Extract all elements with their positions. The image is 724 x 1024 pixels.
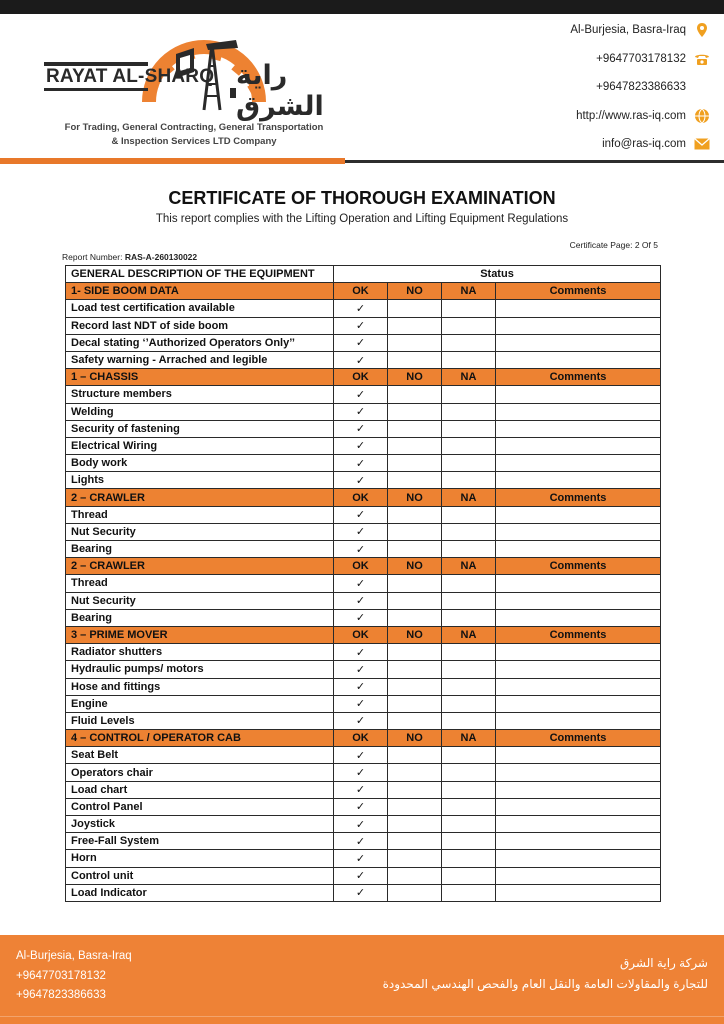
na-cell <box>442 300 496 317</box>
col-comments-header: Comments <box>496 558 661 575</box>
na-cell <box>442 712 496 729</box>
col-ok-header: OK <box>334 730 388 747</box>
location-pin-icon <box>694 22 710 38</box>
comments-cell <box>496 334 661 351</box>
na-cell <box>442 334 496 351</box>
no-cell <box>388 437 442 454</box>
col-comments-header: Comments <box>496 730 661 747</box>
comments-cell <box>496 541 661 558</box>
no-cell <box>388 816 442 833</box>
table-row <box>66 506 661 523</box>
no-cell <box>388 523 442 540</box>
comments-cell <box>496 403 661 420</box>
comments-cell <box>496 317 661 334</box>
ok-checkmark-icon: ✓ <box>334 764 388 781</box>
no-cell <box>388 455 442 472</box>
comments-cell <box>496 781 661 798</box>
footer-address: Al-Burjesia, Basra-Iraq <box>16 950 132 962</box>
section-title: 2 – CRAWLER <box>66 489 334 506</box>
na-cell <box>442 541 496 558</box>
top-dark-bar <box>0 0 724 14</box>
item-label: Control unit <box>66 867 334 884</box>
no-cell <box>388 644 442 661</box>
no-cell <box>388 575 442 592</box>
status-header: Status <box>334 266 661 283</box>
ok-checkmark-icon: ✓ <box>334 317 388 334</box>
section-header-row <box>66 489 661 506</box>
item-label: Nut Security <box>66 523 334 540</box>
table-row <box>66 317 661 334</box>
report-number-value: RAS-A-260130022 <box>124 252 198 262</box>
ok-checkmark-icon: ✓ <box>334 798 388 815</box>
no-cell <box>388 541 442 558</box>
col-comments-header: Comments <box>496 283 661 300</box>
item-label: Horn <box>66 850 334 867</box>
table-row <box>66 695 661 712</box>
ok-checkmark-icon: ✓ <box>334 609 388 626</box>
section-title: 3 – PRIME MOVER <box>66 626 334 643</box>
no-cell <box>388 334 442 351</box>
comments-cell <box>496 695 661 712</box>
na-cell <box>442 317 496 334</box>
na-cell <box>442 884 496 901</box>
company-name-arabic: راية الشرق <box>236 60 324 121</box>
ok-checkmark-icon: ✓ <box>334 747 388 764</box>
ok-checkmark-icon: ✓ <box>334 541 388 558</box>
comments-cell <box>496 300 661 317</box>
ok-checkmark-icon: ✓ <box>334 334 388 351</box>
na-cell <box>442 351 496 368</box>
item-label: Structure members <box>66 386 334 403</box>
contact-phone-2-text: +9647823386633 <box>596 81 686 93</box>
na-cell <box>442 575 496 592</box>
na-cell <box>442 506 496 523</box>
na-cell <box>442 764 496 781</box>
item-label: Safety warning - Arrached and legible <box>66 351 334 368</box>
header-divider <box>0 158 724 164</box>
na-cell <box>442 437 496 454</box>
contact-phone-1 <box>596 51 710 67</box>
contact-website-link[interactable]: http://www.ras-iq.com <box>576 110 686 122</box>
ok-checkmark-icon: ✓ <box>334 850 388 867</box>
na-cell <box>442 747 496 764</box>
col-no-header: NO <box>388 730 442 747</box>
envelope-icon <box>694 136 710 152</box>
col-ok-header: OK <box>334 626 388 643</box>
table-row <box>66 798 661 815</box>
ok-checkmark-icon: ✓ <box>334 592 388 609</box>
contact-email-link[interactable]: info@ras-iq.com <box>602 138 686 150</box>
table-row <box>66 386 661 403</box>
comments-cell <box>496 661 661 678</box>
footer-arabic-company <box>383 953 708 995</box>
no-cell <box>388 472 442 489</box>
table-row <box>66 455 661 472</box>
comments-cell <box>496 678 661 695</box>
report-number-label: Report Number: <box>62 252 123 262</box>
section-header-row <box>66 626 661 643</box>
col-no-header: NO <box>388 626 442 643</box>
item-label: Fluid Levels <box>66 712 334 729</box>
item-label: Decal stating ‘’Authorized Operators Only’’ <box>66 334 334 351</box>
item-label: Lights <box>66 472 334 489</box>
ok-checkmark-icon: ✓ <box>334 661 388 678</box>
ok-checkmark-icon: ✓ <box>334 575 388 592</box>
comments-cell <box>496 833 661 850</box>
section-title: 4 – CONTROL / OPERATOR CAB <box>66 730 334 747</box>
col-comments-header: Comments <box>496 489 661 506</box>
item-label: Body work <box>66 455 334 472</box>
item-label: Free-Fall System <box>66 833 334 850</box>
no-cell <box>388 695 442 712</box>
col-ok-header: OK <box>334 558 388 575</box>
section-header-row <box>66 558 661 575</box>
ok-checkmark-icon: ✓ <box>334 816 388 833</box>
table-row <box>66 884 661 901</box>
no-cell <box>388 798 442 815</box>
footer-contact <box>16 947 132 1006</box>
table-row <box>66 644 661 661</box>
item-label: Seat Belt <box>66 747 334 764</box>
comments-cell <box>496 644 661 661</box>
table-row <box>66 747 661 764</box>
ok-checkmark-icon: ✓ <box>334 781 388 798</box>
item-label: Engine <box>66 695 334 712</box>
table-header-row <box>66 266 661 283</box>
table-row <box>66 712 661 729</box>
table-row <box>66 592 661 609</box>
ok-checkmark-icon: ✓ <box>334 386 388 403</box>
item-label: Welding <box>66 403 334 420</box>
na-cell <box>442 661 496 678</box>
comments-cell <box>496 592 661 609</box>
table-row <box>66 678 661 695</box>
no-cell <box>388 850 442 867</box>
ok-checkmark-icon: ✓ <box>334 523 388 540</box>
company-logo <box>44 24 364 134</box>
contact-address-text: Al-Burjesia, Basra-Iraq <box>570 24 686 36</box>
ok-checkmark-icon: ✓ <box>334 644 388 661</box>
table-row <box>66 833 661 850</box>
ok-checkmark-icon: ✓ <box>334 678 388 695</box>
table-row <box>66 437 661 454</box>
table-row <box>66 781 661 798</box>
no-cell <box>388 781 442 798</box>
item-label: Load Indicator <box>66 884 334 901</box>
na-cell <box>442 695 496 712</box>
section-header-row <box>66 730 661 747</box>
col-na-header: NA <box>442 489 496 506</box>
no-cell <box>388 351 442 368</box>
col-ok-header: OK <box>334 369 388 386</box>
ok-checkmark-icon: ✓ <box>334 420 388 437</box>
no-cell <box>388 300 442 317</box>
no-cell <box>388 884 442 901</box>
no-cell <box>388 609 442 626</box>
comments-cell <box>496 850 661 867</box>
comments-cell <box>496 437 661 454</box>
ok-checkmark-icon: ✓ <box>334 351 388 368</box>
comments-cell <box>496 472 661 489</box>
no-cell <box>388 317 442 334</box>
na-cell <box>442 609 496 626</box>
table-row <box>66 764 661 781</box>
col-comments-header: Comments <box>496 626 661 643</box>
item-label: Thread <box>66 506 334 523</box>
section-title: 1- SIDE BOOM DATA <box>66 283 334 300</box>
ok-checkmark-icon: ✓ <box>334 472 388 489</box>
na-cell <box>442 455 496 472</box>
no-cell <box>388 420 442 437</box>
tagline-line-1: For Trading, General Contracting, General Transportation <box>64 122 324 133</box>
item-label: Control Panel <box>66 798 334 815</box>
no-cell <box>388 403 442 420</box>
comments-cell <box>496 712 661 729</box>
item-label: Hose and fittings <box>66 678 334 695</box>
col-no-header: NO <box>388 369 442 386</box>
na-cell <box>442 420 496 437</box>
comments-cell <box>496 575 661 592</box>
table-row <box>66 420 661 437</box>
ok-checkmark-icon: ✓ <box>334 437 388 454</box>
item-label: Bearing <box>66 609 334 626</box>
na-cell <box>442 644 496 661</box>
na-cell <box>442 403 496 420</box>
section-title: 1 – CHASSIS <box>66 369 334 386</box>
section-header-row <box>66 369 661 386</box>
contact-phone-2 <box>596 79 710 95</box>
ok-checkmark-icon: ✓ <box>334 884 388 901</box>
na-cell <box>442 386 496 403</box>
na-cell <box>442 472 496 489</box>
no-cell <box>388 747 442 764</box>
col-na-header: NA <box>442 558 496 575</box>
table-row <box>66 609 661 626</box>
contact-email[interactable] <box>602 136 710 152</box>
comments-cell <box>496 420 661 437</box>
no-cell <box>388 678 442 695</box>
no-cell <box>388 592 442 609</box>
item-label: Hydraulic pumps/ motors <box>66 661 334 678</box>
comments-cell <box>496 506 661 523</box>
na-cell <box>442 781 496 798</box>
table-row <box>66 867 661 884</box>
col-na-header: NA <box>442 626 496 643</box>
globe-icon <box>694 108 710 124</box>
company-name-latin: RAYAT AL-SHARQ <box>46 66 215 87</box>
na-cell <box>442 523 496 540</box>
ok-checkmark-icon: ✓ <box>334 403 388 420</box>
contact-phone-1-text: +9647703178132 <box>596 53 686 65</box>
contact-website[interactable] <box>576 108 710 124</box>
ok-checkmark-icon: ✓ <box>334 300 388 317</box>
no-cell <box>388 867 442 884</box>
comments-cell <box>496 609 661 626</box>
na-cell <box>442 867 496 884</box>
na-cell <box>442 816 496 833</box>
table-row <box>66 816 661 833</box>
col-na-header: NA <box>442 369 496 386</box>
col-no-header: NO <box>388 283 442 300</box>
document-subtitle: This report complies with the Lifting Operation and Lifting Equipment Regulations <box>155 213 569 225</box>
comments-cell <box>496 386 661 403</box>
col-no-header: NO <box>388 489 442 506</box>
tagline-line-2: & Inspection Services LTD Company <box>111 136 277 147</box>
ok-checkmark-icon: ✓ <box>334 455 388 472</box>
table-row <box>66 472 661 489</box>
no-cell <box>388 386 442 403</box>
ok-checkmark-icon: ✓ <box>334 867 388 884</box>
section-header-row <box>66 283 661 300</box>
no-cell <box>388 712 442 729</box>
table-row <box>66 351 661 368</box>
footer-phone-2: +9647823386633 <box>16 989 106 1001</box>
table-row <box>66 523 661 540</box>
na-cell <box>442 592 496 609</box>
footer-arabic-line-1: شركة راية الشرق <box>619 956 708 970</box>
item-label: Operators chair <box>66 764 334 781</box>
footer-phone-1: +9647703178132 <box>16 969 106 982</box>
certificate-page-number: Certificate Page: 2 Of 5 <box>569 240 658 250</box>
col-ok-header: OK <box>334 283 388 300</box>
no-cell <box>388 764 442 781</box>
item-label: Joystick <box>66 816 334 833</box>
ok-checkmark-icon: ✓ <box>334 695 388 712</box>
na-cell <box>442 833 496 850</box>
comments-cell <box>496 455 661 472</box>
comments-cell <box>496 884 661 901</box>
item-label: Electrical Wiring <box>66 437 334 454</box>
no-cell <box>388 506 442 523</box>
table-row <box>66 334 661 351</box>
na-cell <box>442 850 496 867</box>
footer-bottom-strip <box>0 1016 724 1024</box>
col-na-header: NA <box>442 283 496 300</box>
ok-checkmark-icon: ✓ <box>334 833 388 850</box>
table-row <box>66 541 661 558</box>
footer <box>0 935 724 1024</box>
item-label: Radiator shutters <box>66 644 334 661</box>
col-no-header: NO <box>388 558 442 575</box>
item-label: Security of fastening <box>66 420 334 437</box>
table-row <box>66 661 661 678</box>
comments-cell <box>496 747 661 764</box>
item-label: Nut Security <box>66 592 334 609</box>
comments-cell <box>496 816 661 833</box>
item-label: Bearing <box>66 541 334 558</box>
comments-cell <box>496 351 661 368</box>
table-row <box>66 850 661 867</box>
item-label: Load chart <box>66 781 334 798</box>
document-title: CERTIFICATE OF THOROUGH EXAMINATION <box>168 188 556 208</box>
na-cell <box>442 678 496 695</box>
table-row <box>66 403 661 420</box>
comments-cell <box>496 523 661 540</box>
section-title: 2 – CRAWLER <box>66 558 334 575</box>
table-row <box>66 300 661 317</box>
report-number <box>62 252 197 262</box>
comments-cell <box>496 867 661 884</box>
ok-checkmark-icon: ✓ <box>334 506 388 523</box>
contact-address <box>570 22 710 38</box>
col-na-header: NA <box>442 730 496 747</box>
comments-cell <box>496 798 661 815</box>
na-cell <box>442 798 496 815</box>
table-row <box>66 575 661 592</box>
item-label: Load test certification available <box>66 300 334 317</box>
comments-cell <box>496 764 661 781</box>
no-cell <box>388 661 442 678</box>
general-description-header: GENERAL DESCRIPTION OF THE EQUIPMENT <box>66 266 334 283</box>
footer-arabic-line-2: للتجارة والمقاولات العامة والنقل العام والفحص الهندسي المحدودة <box>382 977 708 991</box>
col-ok-header: OK <box>334 489 388 506</box>
examination-table <box>65 265 661 902</box>
col-comments-header: Comments <box>496 369 661 386</box>
company-tagline <box>44 121 344 149</box>
telephone-icon <box>694 51 710 67</box>
item-label: Thread <box>66 575 334 592</box>
ok-checkmark-icon: ✓ <box>334 712 388 729</box>
no-cell <box>388 833 442 850</box>
item-label: Record last NDT of side boom <box>66 317 334 334</box>
